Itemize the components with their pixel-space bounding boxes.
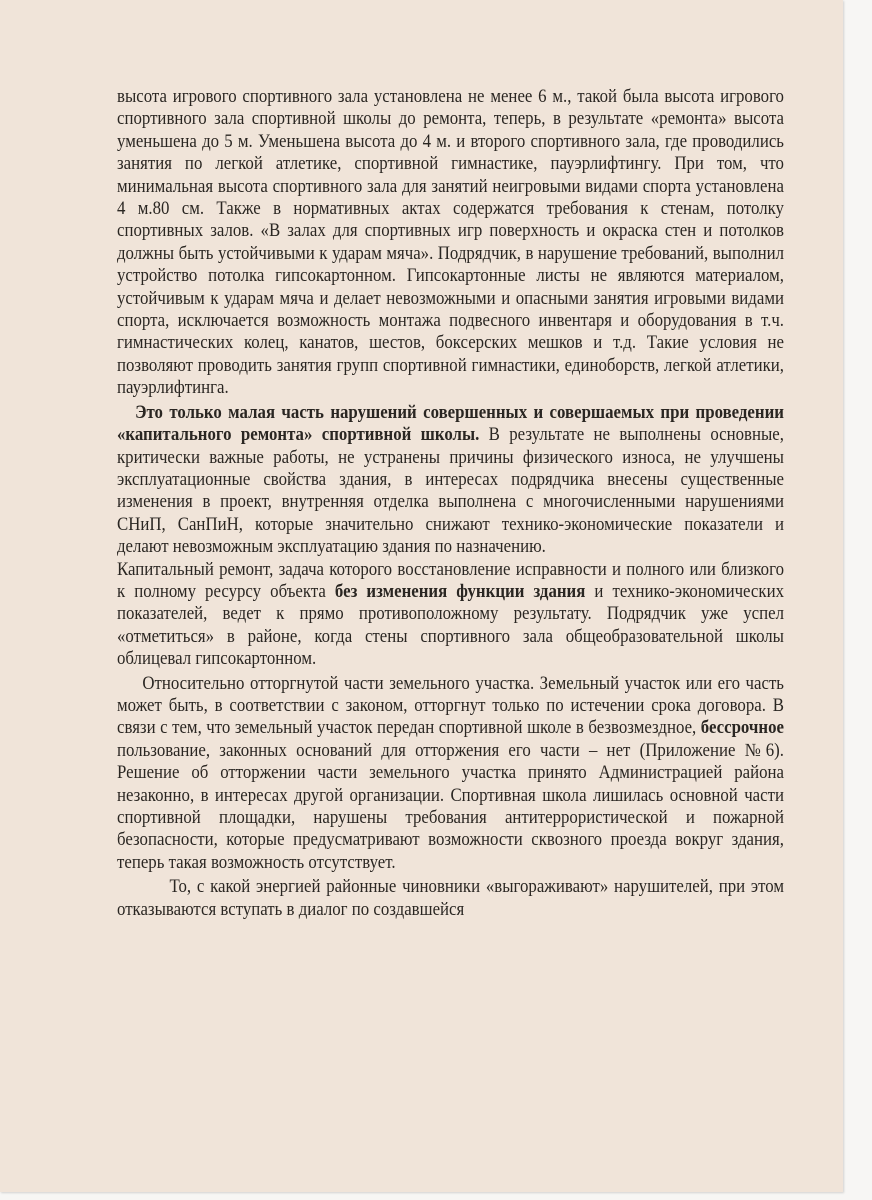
paragraph-text: пользование, законных оснований для отторжения его части – нет (Приложение №6). Решение об отторжении части земельного участка принято Администрацией района незаконно, в интересах другой организации. Спортивная школа лишилась основной части спортивной площадки, нарушены требования антитеррористической и пожарной безопасности, которые предусматривают возможности сквозного проезда вокруг здания, теперь такая возможность отсутствует.	[117, 739, 784, 873]
bold-phrase: без изменения функции здания	[334, 580, 586, 602]
paragraph-text: Относительно отторгнутой части земельного участка. Земельный участок или его часть может быть, в соответствии с законом, отторгнут только по истечении срока договора. В связи с тем, что земельный участок передан спортивной школе в безвозмездное,	[117, 672, 784, 739]
bold-phrase: бессрочное	[700, 717, 784, 739]
paragraph-text: высота игрового спортивного зала установлена не менее 6 м., такой была высота игрового спортивного зала спортивной школы до ремонта, теперь, в результате «ремонта» высота уменьшена до 5 м. Уменьшена высота до 4 м. и второго спортивного зала, где проводились занятия по легкой атлетике, спортивной гимнастике, пауэрлифтингу. При том, что минимальная высота спортивного зала для занятий неигровыми видами спорта установлена 4 м.80 см. Также в нормативных актах содержатся требования к стенам, потолку спортивных залов. «В залах для спортивных игр поверхность и окраска стен и потолков должны быть устойчивыми к ударам мяча». Подрядчик, в нарушение требований, выполнил устройство потолка гипсокартонном. Гипсокартонные листы не являются материалом, устойчивым к ударам мяча и делает невозможными и опасными занятия игровыми видами спорта, исключается возможность монтажа подвесного инвентаря и оборудования в т.ч. гимнастических колец, канатов, шестов, боксерских мешков и т.д. Такие условия не позволяют проводить занятия групп спортивной гимнастики, единоборств, легкой атлетики, пауэрлифтинга.	[117, 86, 784, 399]
paragraph-text: В результате не выполнены основные, критически важные работы, не устранены причины физического износа, не улучшены эксплуатационные свойства здания, в интересах подрядчика внесены существенные изменения в проект, внутренняя отделка выполнена с многочисленными нарушениями СНиП, СанПиН, которые значительно снижают технико-экономические показатели и делают невозможным эксплуатацию здания по назначению.	[117, 424, 784, 558]
paragraph-officials	[117, 876, 784, 921]
bold-lead: Это только малая часть нарушений совершенных и совершаемых при проведении «капитального ремонта» спортивной школы.	[117, 401, 784, 446]
document-body	[117, 86, 784, 921]
paragraph-text: То, с какой энергией районные чиновники «выгораживают» нарушителей, при этом отказываются вступать в диалог по создавшейся	[117, 876, 784, 920]
paragraph-text: Капитальный ремонт, задача которого восстановление исправности и полного или близкого к полному ресурсу объекта	[117, 558, 784, 602]
paragraph-hall-height	[117, 86, 784, 400]
paragraph-text: и технико-экономических показателей, ведет к прямо противоположному результату. Подрядчик уже успел «отметиться» в районе, когда стены спортивного зала общеобразовательной школы облицевал гипсокартонном.	[117, 580, 784, 670]
paragraph-violations-summary	[117, 402, 784, 559]
paragraph-land-plot	[117, 673, 784, 875]
paragraph-capital-repair	[117, 559, 784, 671]
